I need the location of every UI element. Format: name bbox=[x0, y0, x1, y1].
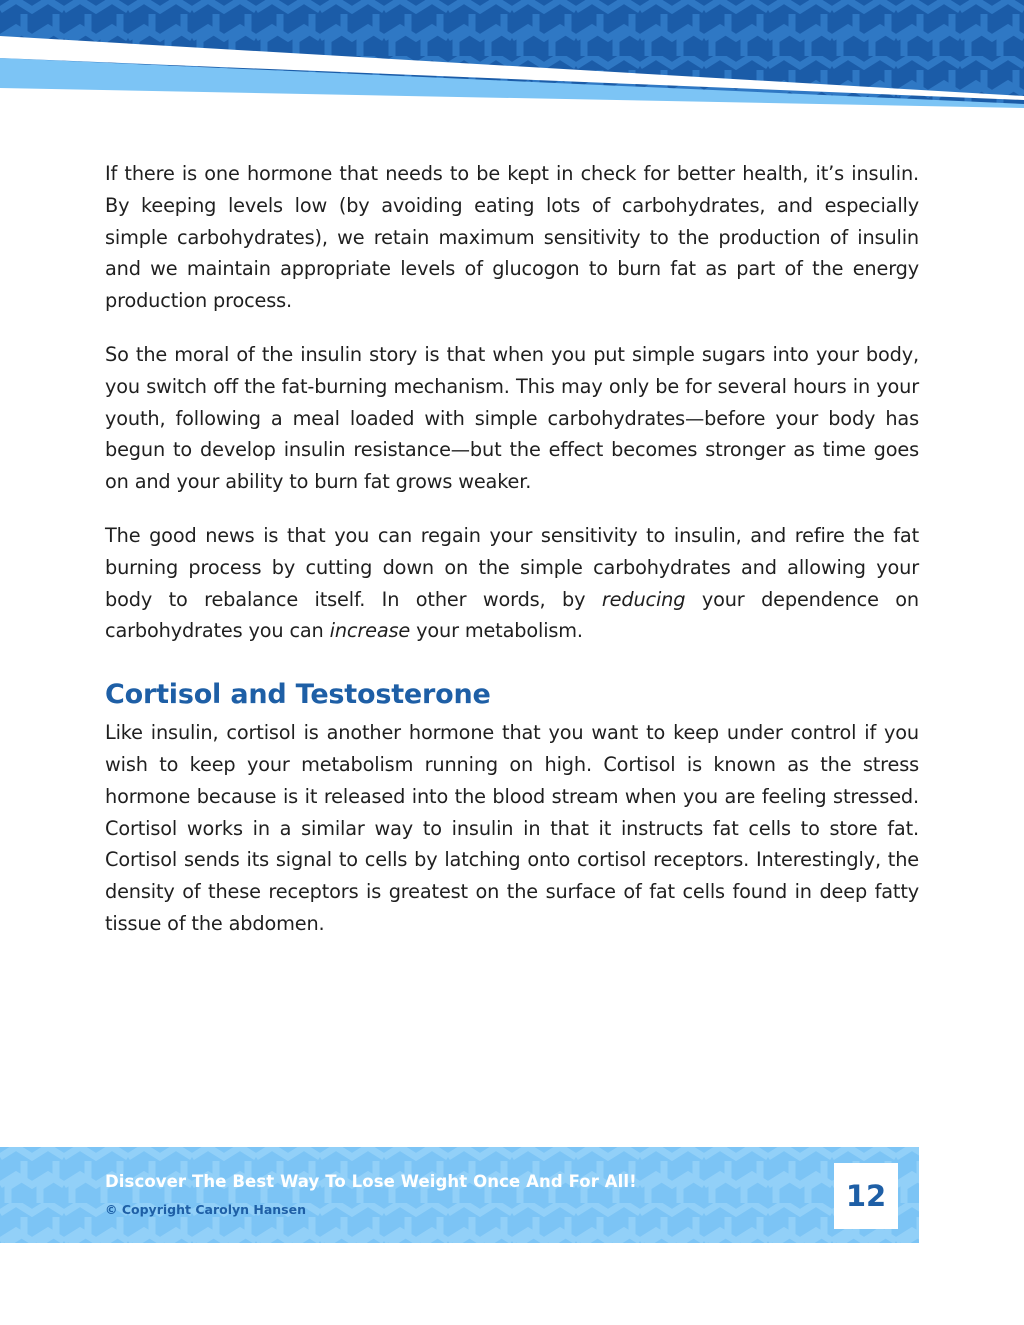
page-number: 12 bbox=[834, 1163, 898, 1229]
paragraph-insulin-moral: So the moral of the insulin story is that when you put simple sugars into your body, you switch off the fat-burning mechanism. This may only be for several hours in your youth, following a meal loaded with simple carbohydrates—before your body has begun to develop insulin resistance—but the effect becomes stronger as time goes on and your ability to burn fat grows weaker. bbox=[105, 342, 919, 494]
footer-pattern-graphic bbox=[0, 1147, 919, 1243]
header-pattern-graphic bbox=[0, 0, 1024, 112]
page-content bbox=[105, 158, 919, 962]
paragraph-insulin-intro: If there is one hormone that needs to be kept in check for better health, it’s insulin. By keeping levels low (by avoiding eating lots of carbohydrates, and especially simple carbohydrates), we retain maximum sensitivity to the production of insulin and we maintain appropriate levels of glucogon to burn fat as part of the energy production process. bbox=[105, 162, 919, 313]
footer-title: Discover The Best Way To Lose Weight Once And For All! bbox=[105, 1172, 637, 1191]
paragraph-text: The good news is that you can regain your sensitivity to insulin, and refire the fat burning process by cutting down on the simple carbohydrates and allowing your body to rebalance itself. In other words, by bbox=[105, 523, 919, 611]
paragraph-text: your dependence on carbohydrates you can bbox=[105, 587, 919, 643]
footer-copyright: © Copyright Carolyn Hansen bbox=[105, 1202, 306, 1217]
paragraph-good-news bbox=[105, 520, 919, 647]
section-heading: Cortisol and Testosterone bbox=[105, 679, 491, 711]
emphasis-text: increase bbox=[329, 619, 411, 643]
paragraph-cortisol: Like insulin, cortisol is another hormone that you want to keep under control if you wish to keep your metabolism running on high. Cortisol is known as the stress hormone because is it released into the blood stream when you are feeling stressed. Cortisol works in a similar way to insulin in that it instructs fat cells to store fat. Cortisol sends its signal to cells by latching onto cortisol receptors. Interestingly, the density of these receptors is greatest on the surface of fat cells found in deep fatty tissue of the abdomen. bbox=[105, 721, 919, 935]
footer-band bbox=[0, 1147, 919, 1243]
paragraph-text: your metabolism. bbox=[410, 619, 583, 643]
emphasis-text: reducing bbox=[601, 587, 686, 611]
header-band bbox=[0, 0, 1024, 112]
